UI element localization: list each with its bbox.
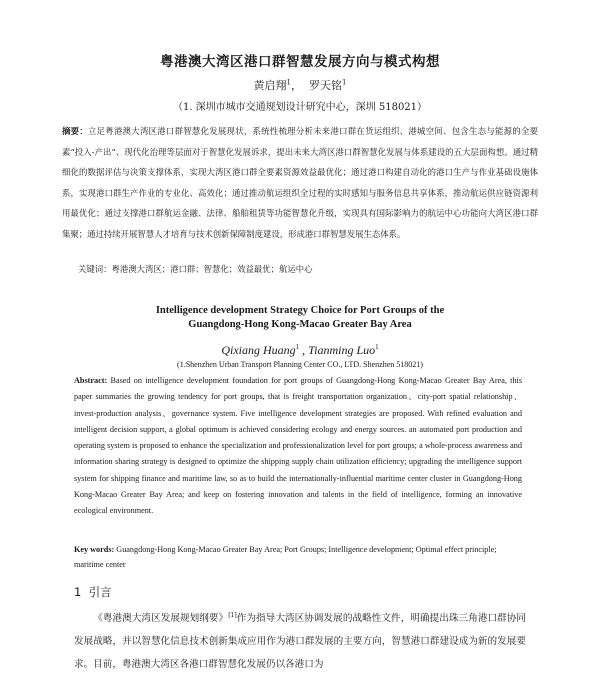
authors-en [0, 343, 600, 358]
section-heading [74, 584, 112, 600]
keywords-cn-label: 关键词： [78, 264, 112, 274]
author-name: Tianming Luo [308, 343, 376, 357]
keywords-cn [78, 263, 313, 275]
keywords-cn-text: 粤港澳大湾区；港口群；智慧化；效益最优；航运中心 [111, 264, 313, 274]
abstract-cn-text: 立足粤港澳大湾区港口群智慧化发展现状，系统性梳理分析未来港口群在货运组织、港城空间、包含生态与能源的全要素“投入-产出”、现代化治理等层面对于智慧化发展诉求，提出未来大湾区港口群智慧化发展与体系建设的五大层面构想。通过精细化的数据评估与决策支撑体系，实现大湾区港口群全要素资源效益最优化；通过港口构建自动化的港口生产与作业基础设施体系，实现港口群生产作业的专业化、高效化；通过推动航运组织全过程的实时感知与服务信息共享体系，推动航运供应链资源利用最优化；通过支撑港口群航运金融、法律、船舶租赁等功能智慧化升级，实现具有国际影响力的航运中心功能向大湾区港口群集聚；通过持续开展智慧人才培育与技术创新保障制度建设，形成港口群智慧发展生态体系。 [62, 126, 539, 239]
author-superscript: 1 [286, 78, 291, 87]
intro-text: 作为指导大湾区协调发展的战略性文件，明确提出珠三角港口群协同发展战略，并以智慧化信息技术创新集成应用作为港口群发展的主要方向，智慧港口群建设成为新的发展要求。目前，粤港澳大湾区各港口群智慧化发展仍以各港口为 [74, 613, 527, 671]
intro-text: 《粤港澳大湾区发展规划纲要》 [93, 613, 229, 625]
intro-paragraph [74, 604, 526, 676]
author-name: 黄启翔 [253, 79, 287, 92]
abstract-en [74, 373, 522, 520]
authors-cn [0, 77, 600, 93]
keywords-en-label: Key words: [74, 545, 115, 554]
abstract-en-label: Abstract: [74, 376, 108, 385]
author-superscript: 1 [375, 343, 379, 351]
abstract-cn [62, 121, 538, 244]
paper-title: 粤港澳大湾区港口群智慧发展方向与模式构想 [160, 54, 440, 70]
affiliation-cn: （1. 深圳市城市交通规划设计研究中心，深圳 518021） [172, 102, 428, 113]
title-en-line: Intelligence development Strategy Choice for Port Groups of the [155, 305, 445, 316]
affiliation-en: (1.Shenzhen Urban Transport Planning Center CO., LTD. Shenzhen 518021) [177, 360, 423, 369]
author-name: 罗天铭 [309, 79, 342, 92]
author-name: Qixiang Huang [221, 343, 296, 357]
title-en-line: Guangdong-Hong Kong-Macao Greater Bay Area [188, 319, 412, 330]
author-separator: , [299, 343, 309, 357]
abstract-en-text: Based on intelligence development foundation for port groups of Guangdong-Hong Kong-Macao Greater Bay Area, this paper summaries the growing tendency for port groups, that is freight transportation organization、city-port spatial relationship、invest-production analysis、governance system. Five intelligence development strategies are proposed. With refined evaluation and intelligent decision support, a global optimum is achieved considering ecology and energy sources. an automated port production and operating system is proposed to enhance the specialization and professionalization level for port groups; a whole-process awareness and information sharing strategy is designed to optimize the shipping supply chain utilization efficiency; upgrading the intelligence support system for shipping finance and maritime law, so as to build the internationally-influential maritime center cluster in Guangdong-Hong Kong-Macao Greater Bay Area; and keep on fostering innovation and talents in the field of intelligence, forming an innovative ecological environment. [74, 376, 523, 516]
section-title: 引言 [88, 585, 112, 599]
keywords-en-text: Guangdong-Hong Kong-Macao Greater Bay Area; Port Groups; Intelligence development; Optimal effect principle; maritime center [74, 545, 497, 569]
section-number: 1 [74, 585, 82, 599]
citation-ref: [1] [228, 612, 237, 619]
author-superscript: 1 [342, 78, 347, 87]
abstract-cn-label: 摘要： [62, 126, 88, 136]
author-superscript: 1 [295, 343, 300, 351]
paper-title-en [0, 304, 600, 332]
keywords-en [74, 542, 522, 572]
author-separator: ， [291, 79, 302, 92]
